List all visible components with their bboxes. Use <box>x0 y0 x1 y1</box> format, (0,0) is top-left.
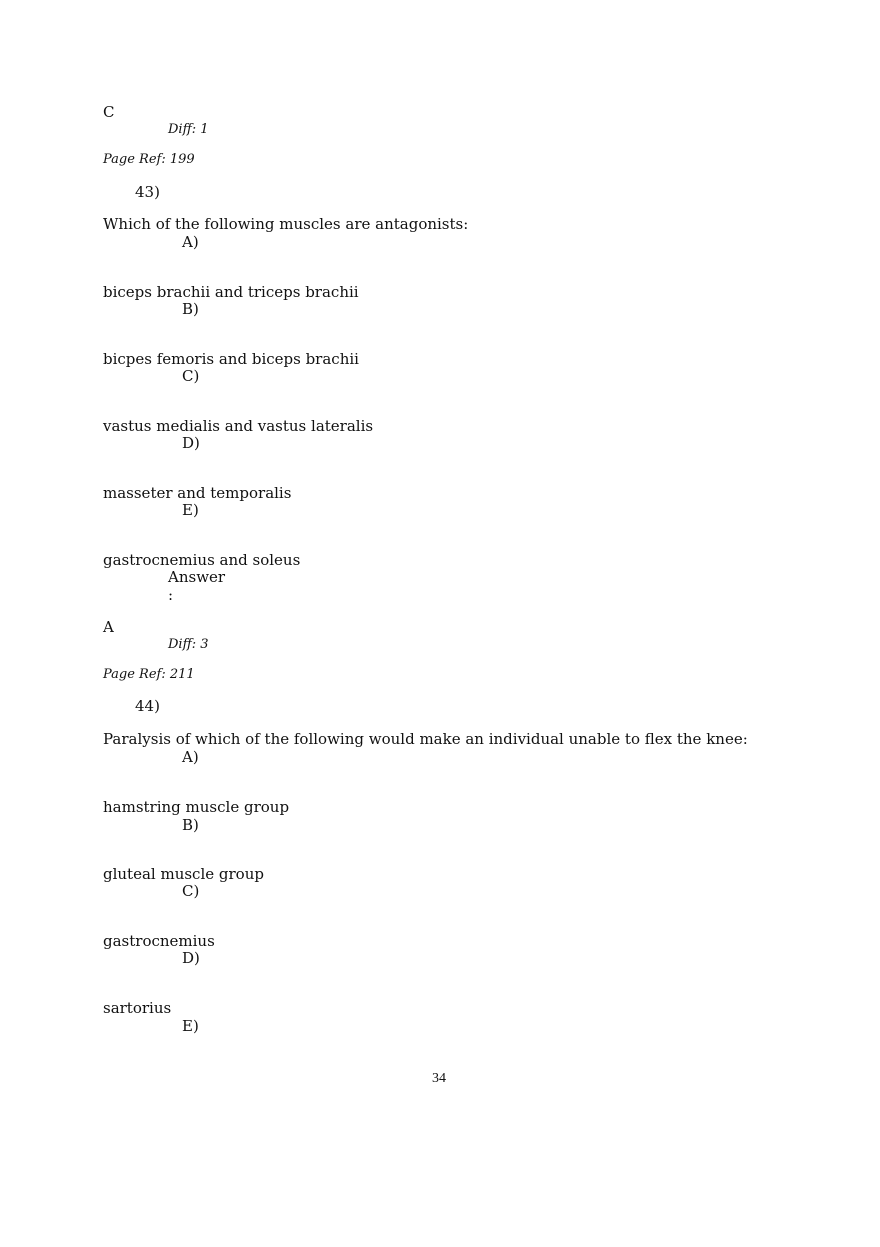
difficulty: Diff: 3 <box>168 637 209 652</box>
answer-value: A <box>103 618 114 636</box>
option-text: biceps brachii and triceps brachii <box>103 283 359 301</box>
answer-label: Answer <box>168 568 226 586</box>
option-letter: C) <box>182 367 200 385</box>
option-text: bicpes femoris and biceps brachii <box>103 350 359 368</box>
question-number: 43) <box>135 183 160 201</box>
option-text: gastrocnemius <box>103 932 215 950</box>
page-number: 34 <box>432 1071 446 1086</box>
answer-colon: : <box>168 586 174 604</box>
question-stem: Paralysis of which of the following would make an individual unable to flex the knee: <box>103 730 748 748</box>
option-letter: A) <box>182 233 199 251</box>
previous-answer: C <box>103 103 115 121</box>
option-text: vastus medialis and vastus lateralis <box>103 417 374 435</box>
option-letter: E) <box>182 1017 199 1035</box>
option-letter: D) <box>182 434 200 452</box>
option-text: masseter and temporalis <box>103 484 292 502</box>
option-letter: A) <box>182 748 199 766</box>
previous-page-ref: Page Ref: 199 <box>103 152 195 167</box>
question-stem: Which of the following muscles are antagonists: <box>103 215 469 233</box>
question-number: 44) <box>135 697 160 715</box>
option-letter: D) <box>182 949 200 967</box>
option-text: sartorius <box>103 999 172 1017</box>
option-letter: B) <box>182 300 199 318</box>
page-ref: Page Ref: 211 <box>103 667 195 682</box>
option-text: hamstring muscle group <box>103 798 290 816</box>
option-text: gastrocnemius and soleus <box>103 551 301 569</box>
option-letter: C) <box>182 882 200 900</box>
option-letter: E) <box>182 501 199 519</box>
previous-difficulty: Diff: 1 <box>168 122 209 137</box>
option-text: gluteal muscle group <box>103 865 264 883</box>
option-letter: B) <box>182 816 199 834</box>
